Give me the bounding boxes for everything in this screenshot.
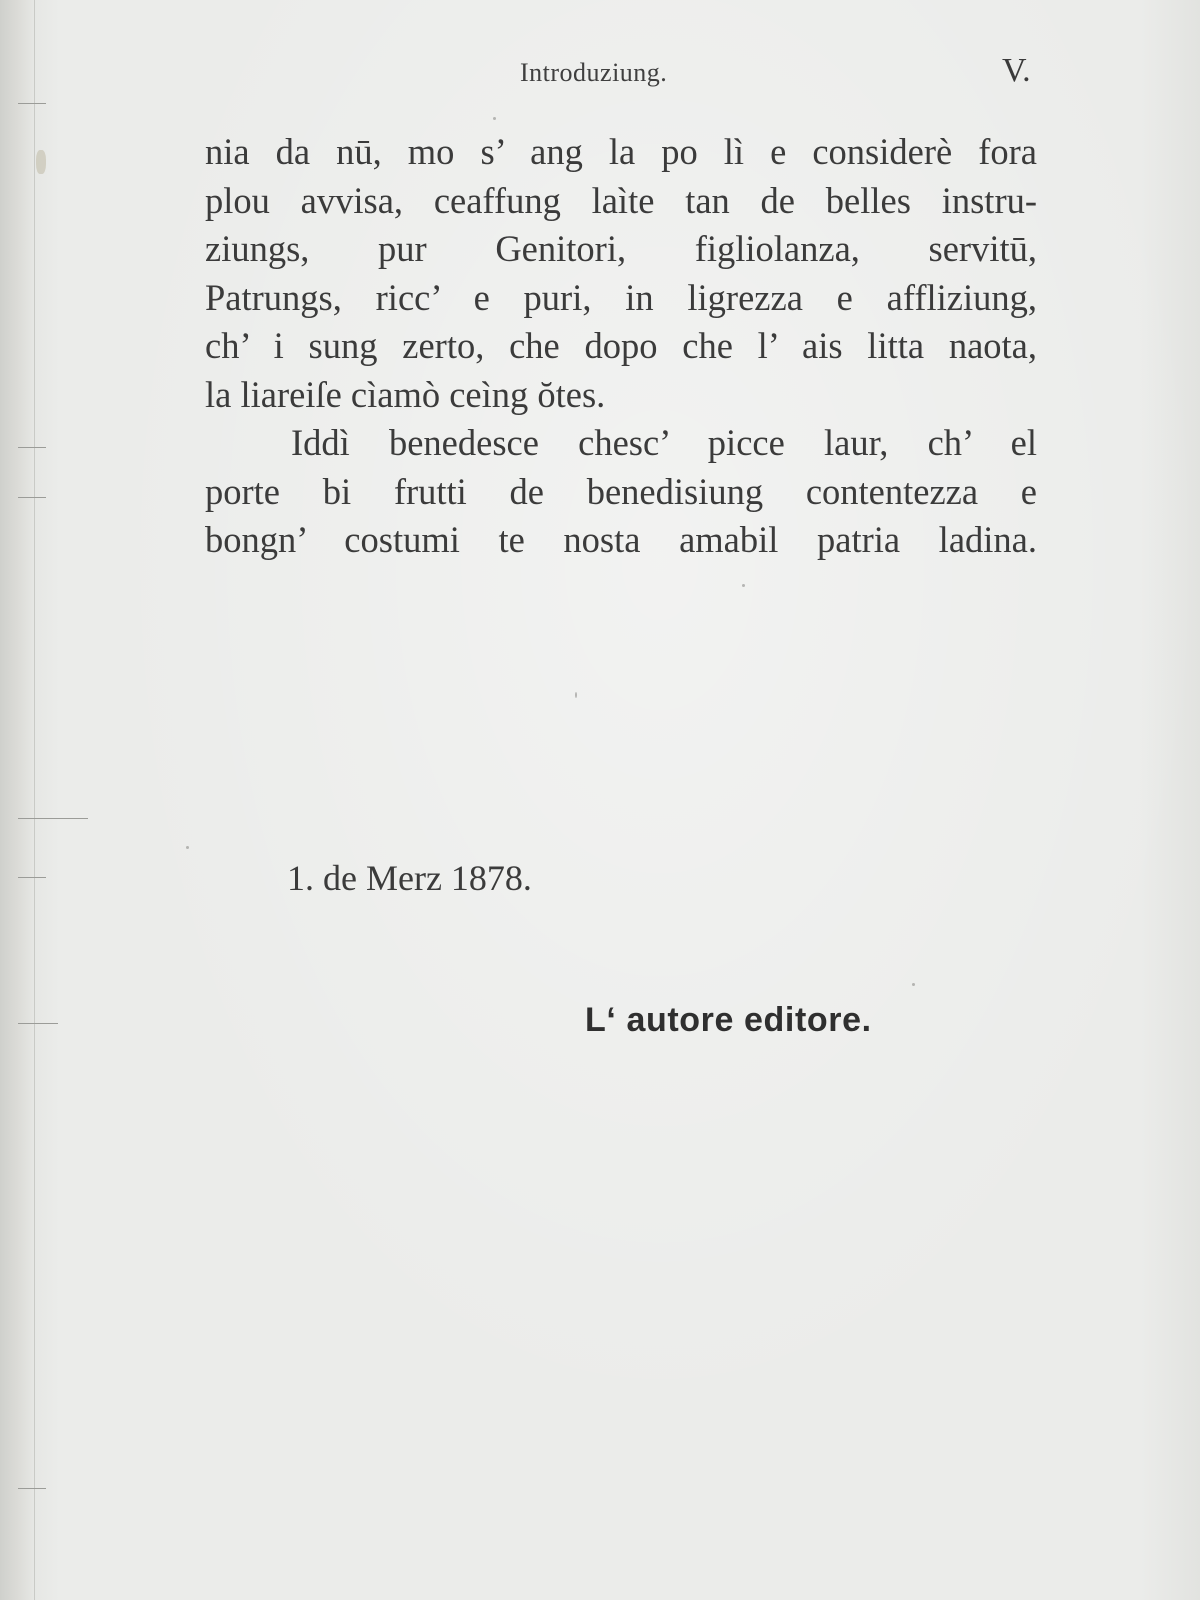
text-line: ch’ i sung zerto, che dopo che l’ ais litta naota, [205, 325, 1037, 366]
text-line: plou avvisa, ceaffung laìte tan de belles instru- [205, 179, 1037, 221]
paper-stain [36, 150, 46, 174]
binding-stitch [18, 497, 46, 498]
paper-speck [742, 584, 745, 587]
binding-stitch [18, 1488, 46, 1489]
paper-speck [493, 117, 496, 120]
text-line: ziungs, pur Genitori, figliolanza, servitū, [205, 228, 1037, 269]
date-line: 1. de Merz 1878. [287, 858, 532, 898]
binding-stitch [18, 447, 46, 448]
paper-speck [912, 983, 915, 986]
body-text [205, 128, 1037, 565]
book-binding-edge [0, 0, 35, 1600]
running-title: Introduziung. [520, 58, 668, 87]
text-line: nia da nū, mo s’ ang la po lì e considerè fora [205, 131, 1037, 172]
paper-speck [186, 846, 189, 849]
page-number: V. [1002, 52, 1031, 89]
signature-line: L‘ autore editore. [585, 1001, 872, 1039]
binding-stitch [18, 1023, 58, 1024]
text-line: bongn’ costumi te nosta amabil patria ladina. [205, 519, 1037, 560]
binding-stitch [18, 103, 46, 104]
paper-speck [575, 692, 577, 698]
binding-stitch [18, 877, 46, 878]
text-line: Iddì benedesce chesc’ picce laur, ch’ el [291, 422, 1037, 463]
text-line: la liareiſe cìamò ceìng ŏtes. [205, 373, 606, 415]
text-line: Patrungs, ricc’ e puri, in ligrezza e affliziung, [205, 276, 1037, 318]
binding-stitch [18, 818, 88, 819]
text-line: porte bi frutti de benedisiung contentezza e [205, 470, 1037, 512]
